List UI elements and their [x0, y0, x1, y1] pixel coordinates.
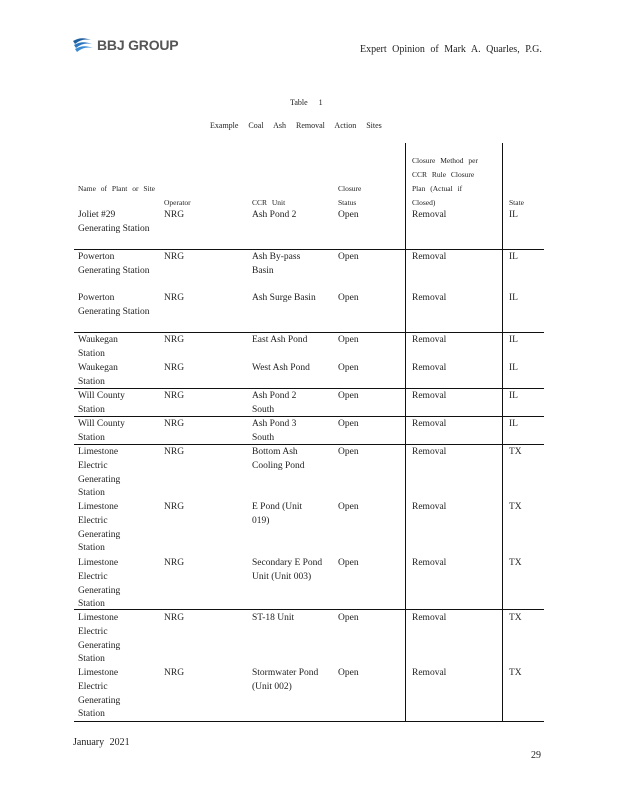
cell-operator: NRG: [164, 363, 185, 373]
cell-method: Removal: [412, 252, 447, 262]
cell-method: Removal: [412, 391, 447, 401]
cell-name: Will County Station: [78, 419, 125, 443]
cell-status: Open: [338, 293, 359, 303]
cell-state: IL: [509, 252, 518, 262]
document-header: Expert Opinion of Mark A. Quarles, P.G.: [360, 44, 542, 55]
cell-unit: E Pond (Unit 019): [252, 502, 303, 526]
cell-state: IL: [509, 419, 518, 429]
cell-method: Removal: [412, 210, 447, 220]
cell-operator: NRG: [164, 502, 185, 512]
cell-unit: East Ash Pond: [252, 335, 308, 345]
table-subtitle: Example Coal Ash Removal Action Sites: [210, 121, 382, 130]
cell-state: TX: [509, 502, 522, 512]
cell-status: Open: [338, 613, 359, 623]
cell-status: Open: [338, 252, 359, 262]
table-rule: [74, 332, 544, 333]
logo-text: BBJ GROUP: [97, 37, 179, 53]
cell-method: Removal: [412, 447, 447, 457]
cell-method: Removal: [412, 335, 447, 345]
col-header-operator: Operator: [164, 198, 191, 207]
table-rule: [74, 609, 544, 610]
cell-operator: NRG: [164, 335, 185, 345]
cell-name: Limestone Electric Generating Station: [78, 558, 121, 610]
cell-method: Removal: [412, 613, 447, 623]
cell-operator: NRG: [164, 447, 185, 457]
bbj-swoosh-icon: [72, 36, 94, 54]
page-number: 29: [531, 750, 541, 761]
col-header-method: Closure Method per CCR Rule Closure Plan (Actual if Closed): [412, 156, 478, 207]
table-rule: [74, 721, 544, 722]
cell-status: Open: [338, 335, 359, 345]
cell-operator: NRG: [164, 668, 185, 678]
table-rule: [74, 249, 544, 250]
cell-name: Limestone Electric Generating Station: [78, 447, 121, 499]
cell-unit: Ash Pond 2: [252, 210, 297, 220]
footer-date: January 2021: [73, 737, 130, 748]
cell-status: Open: [338, 363, 359, 373]
cell-name: Will County Station: [78, 391, 125, 415]
cell-state: IL: [509, 293, 518, 303]
cell-name: Waukegan Station: [78, 335, 118, 359]
cell-operator: NRG: [164, 210, 185, 220]
cell-unit: Stormwater Pond (Unit 002): [252, 668, 319, 692]
cell-operator: NRG: [164, 391, 185, 401]
cell-name: Limestone Electric Generating Station: [78, 613, 121, 665]
table-rule-vertical: [405, 143, 406, 722]
cell-operator: NRG: [164, 613, 185, 623]
cell-unit: Secondary E Pond Unit (Unit 003): [252, 558, 323, 582]
cell-unit: Ash Pond 3 South: [252, 419, 297, 443]
cell-status: Open: [338, 391, 359, 401]
cell-state: TX: [509, 558, 522, 568]
cell-name: Limestone Electric Generating Station: [78, 668, 121, 720]
cell-name: Limestone Electric Generating Station: [78, 502, 121, 554]
col-header-name: Name of Plant or Site: [78, 184, 155, 193]
cell-method: Removal: [412, 558, 447, 568]
cell-operator: NRG: [164, 419, 185, 429]
cell-name: Powerton Generating Station: [78, 293, 150, 317]
cell-operator: NRG: [164, 558, 185, 568]
cell-status: Open: [338, 502, 359, 512]
cell-state: TX: [509, 668, 522, 678]
cell-state: IL: [509, 210, 518, 220]
cell-unit: Ash Pond 2 South: [252, 391, 297, 415]
cell-name: Waukegan Station: [78, 363, 118, 387]
company-logo: [72, 36, 178, 54]
data-table: [74, 143, 544, 722]
cell-status: Open: [338, 558, 359, 568]
cell-operator: NRG: [164, 293, 185, 303]
cell-status: Open: [338, 210, 359, 220]
cell-method: Removal: [412, 363, 447, 373]
table-rule-vertical: [502, 143, 503, 722]
cell-method: Removal: [412, 293, 447, 303]
cell-unit: Bottom Ash Cooling Pond: [252, 447, 305, 471]
cell-state: IL: [509, 391, 518, 401]
cell-status: Open: [338, 419, 359, 429]
cell-unit: ST-18 Unit: [252, 613, 295, 623]
cell-state: IL: [509, 363, 518, 373]
cell-state: IL: [509, 335, 518, 345]
table-rule: [74, 388, 544, 389]
cell-unit: Ash By-pass Basin: [252, 252, 301, 276]
cell-name: Powerton Generating Station: [78, 252, 150, 276]
cell-method: Removal: [412, 668, 447, 678]
cell-method: Removal: [412, 419, 447, 429]
cell-state: TX: [509, 447, 522, 457]
cell-unit: West Ash Pond: [252, 363, 310, 373]
col-header-status: Closure Status: [338, 184, 362, 207]
cell-status: Open: [338, 447, 359, 457]
cell-status: Open: [338, 668, 359, 678]
col-header-unit: CCR Unit: [252, 198, 286, 207]
col-header-state: State: [509, 198, 524, 207]
cell-unit: Ash Surge Basin: [252, 293, 316, 303]
cell-operator: NRG: [164, 252, 185, 262]
table-title: Table 1: [290, 98, 323, 107]
cell-state: TX: [509, 613, 522, 623]
cell-name: Joliet #29 Generating Station: [78, 210, 150, 234]
cell-method: Removal: [412, 502, 447, 512]
